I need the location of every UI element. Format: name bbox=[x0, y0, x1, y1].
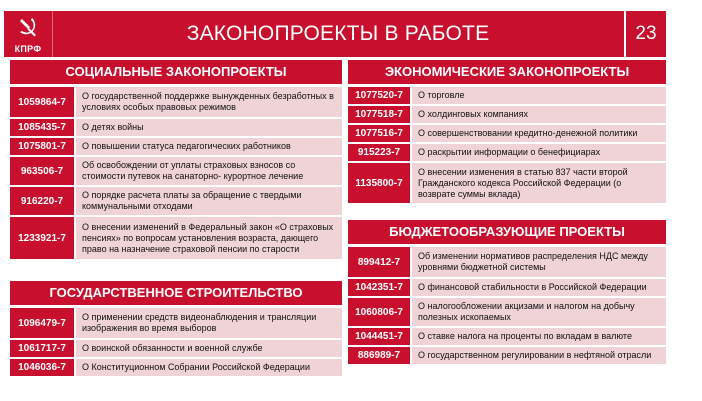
bill-number: 886989-7 bbox=[348, 347, 410, 364]
bill-description: О детях войны bbox=[76, 119, 342, 136]
section-title: БЮДЖЕТООБРАЗУЮЩИЕ ПРОЕКТЫ bbox=[348, 220, 666, 247]
bill-number: 1077520-7 bbox=[348, 87, 410, 104]
table-row bbox=[348, 87, 666, 104]
page-title: ЗАКОНОПРОЕКТЫ В РАБОТЕ bbox=[186, 22, 490, 45]
bill-description: О государственном регулировании в нефтяной отрасли bbox=[412, 347, 666, 364]
table-row bbox=[348, 106, 666, 123]
bill-description: О налогообложении акцизами и налогом на добычу полезных ископаемых bbox=[412, 298, 666, 326]
bill-description: О применении средств видеонаблюдения и трансляции изображения во время выборов bbox=[76, 308, 342, 338]
bill-description: О Конституционном Собрании Российской Федерации bbox=[76, 359, 342, 376]
table-row bbox=[348, 144, 666, 161]
bill-number: 1085435-7 bbox=[10, 119, 74, 136]
section-title: СОЦИАЛЬНЫЕ ЗАКОНОПРОЕКТЫ bbox=[10, 60, 342, 87]
bill-number: 1077518-7 bbox=[348, 106, 410, 123]
bill-number: 1060806-7 bbox=[348, 298, 410, 326]
section-title: ГОСУДАРСТВЕННОЕ СТРОИТЕЛЬСТВО bbox=[10, 281, 342, 308]
table-row bbox=[348, 347, 666, 364]
table-row bbox=[348, 279, 666, 296]
table-row bbox=[348, 125, 666, 142]
table-row bbox=[10, 217, 342, 259]
table-row bbox=[348, 247, 666, 277]
bill-description: О воинской обязанности и военной службе bbox=[76, 340, 342, 357]
bill-description: О финансовой стабильности в Российской Федерации bbox=[412, 279, 666, 296]
bill-description: О порядке расчета платы за обращение с твердыми коммунальными отходами bbox=[76, 187, 342, 215]
bill-number: 899412-7 bbox=[348, 247, 410, 277]
bill-number: 1233921-7 bbox=[10, 217, 74, 259]
bill-description: О раскрытии информации о бенефициарах bbox=[412, 144, 666, 161]
table-row bbox=[10, 119, 342, 136]
table-row bbox=[10, 359, 342, 376]
page-number: 23 bbox=[624, 11, 666, 57]
bill-description: О холдинговых компаниях bbox=[412, 106, 666, 123]
section-title: ЭКОНОМИЧЕСКИЕ ЗАКОНОПРОЕКТЫ bbox=[348, 60, 666, 87]
bill-description: Об освобождении от уплаты страховых взносов со стоимости путевок на санаторно- курортное лечение bbox=[76, 157, 342, 185]
bill-number: 1059864-7 bbox=[10, 87, 74, 117]
header-banner bbox=[4, 11, 666, 57]
bill-description: О внесении изменения в статью 837 части второй Гражданского кодекса Российской Федерации (о возврате суммы вклада) bbox=[412, 163, 666, 203]
section-economic-bills bbox=[348, 60, 666, 205]
bill-number: 916220-7 bbox=[10, 187, 74, 215]
table-row bbox=[10, 87, 342, 117]
hammer-sickle-icon bbox=[16, 15, 40, 39]
table-row bbox=[10, 157, 342, 185]
bill-description: Об изменении нормативов распределения НДС между уровнями бюджетной системы bbox=[412, 247, 666, 277]
kprf-logo bbox=[4, 11, 53, 57]
bill-description: О государственной поддержке вынужденных безработных в условиях особых правовых режимов bbox=[76, 87, 342, 117]
logo-text: КПРФ bbox=[14, 44, 42, 54]
section-state-building bbox=[10, 281, 342, 378]
table-row bbox=[348, 328, 666, 345]
bill-description: О торговле bbox=[412, 87, 666, 104]
table-row bbox=[348, 163, 666, 203]
bill-description: О повышении статуса педагогических работников bbox=[76, 138, 342, 155]
bill-number: 1046036-7 bbox=[10, 359, 74, 376]
table-row bbox=[10, 138, 342, 155]
bill-number: 1077516-7 bbox=[348, 125, 410, 142]
table-row bbox=[10, 308, 342, 338]
table-row bbox=[348, 298, 666, 326]
bill-description: О ставке налога на проценты по вкладам в валюте bbox=[412, 328, 666, 345]
bill-description: О совершенствовании кредитно-денежной политики bbox=[412, 125, 666, 142]
bill-number: 1135800-7 bbox=[348, 163, 410, 203]
bill-number: 1044451-7 bbox=[348, 328, 410, 345]
bill-number: 963506-7 bbox=[10, 157, 74, 185]
table-row bbox=[10, 187, 342, 215]
section-social-bills bbox=[10, 60, 342, 261]
bill-number: 1061717-7 bbox=[10, 340, 74, 357]
bill-number: 1042351-7 bbox=[348, 279, 410, 296]
section-budget-bills bbox=[348, 220, 666, 366]
bill-number: 1096479-7 bbox=[10, 308, 74, 338]
bill-number: 915223-7 bbox=[348, 144, 410, 161]
bill-description: О внесении изменений в Федеральный закон «О страховых пенсиях» по вопросам установления возраста, дающего право на назначение страховой пенсии по старости bbox=[76, 217, 342, 259]
table-row bbox=[10, 340, 342, 357]
bill-number: 1075801-7 bbox=[10, 138, 74, 155]
